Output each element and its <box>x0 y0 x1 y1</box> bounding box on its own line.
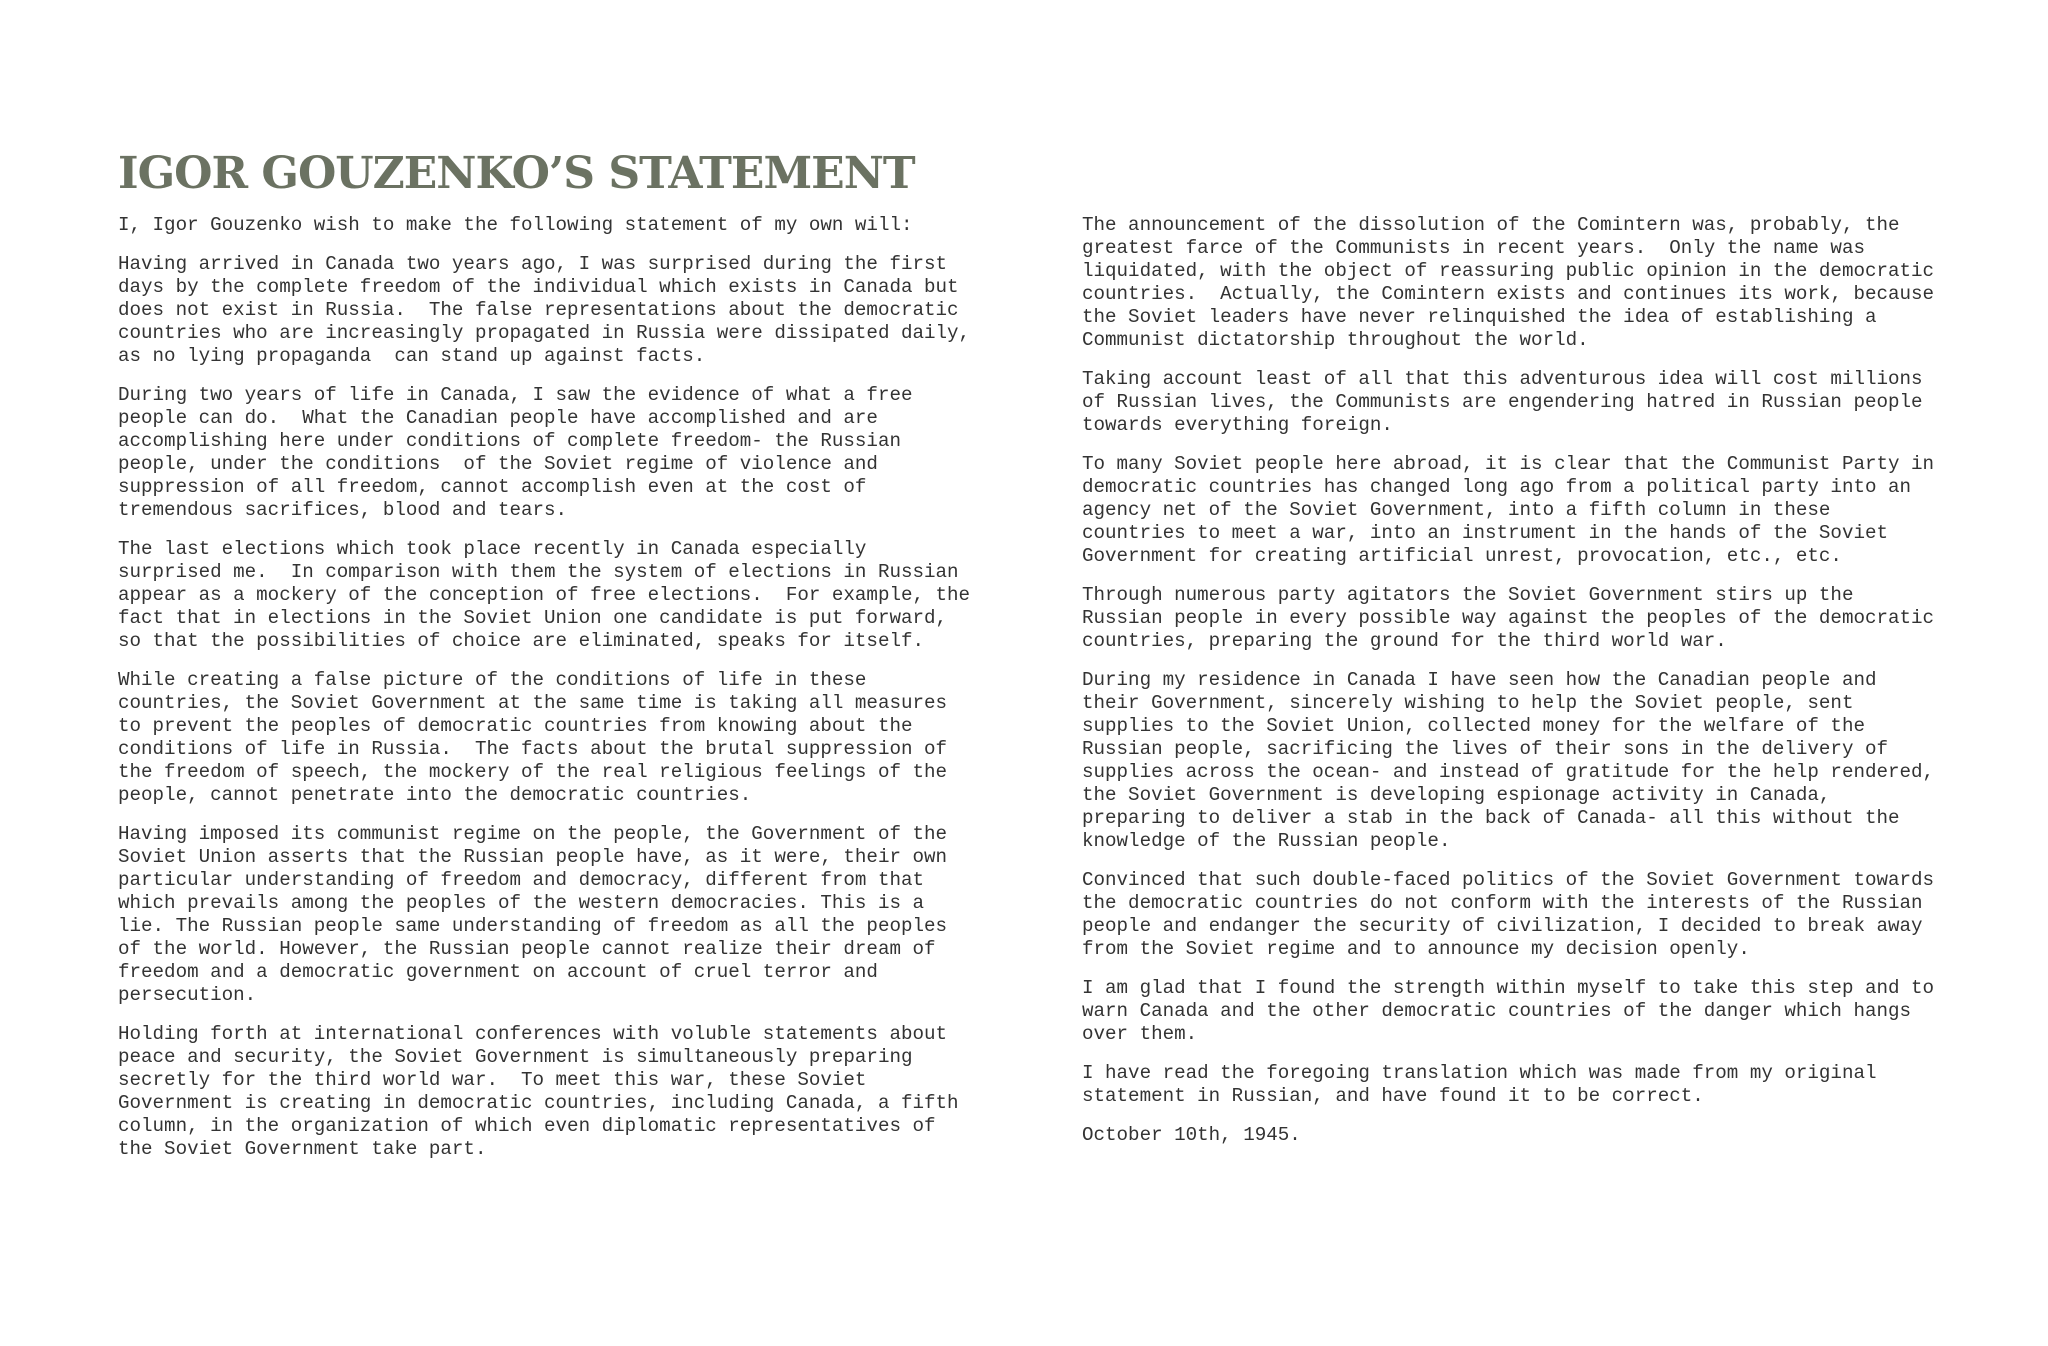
paragraph-free-people: During two years of life in Canada, I saw the evidence of what a free people can do. What the Canadian people have accomplished and are accomplishing here under conditions of complete freedom- the Russian people, under the conditions of the Soviet regime of violence and suppression of all freedom, cannot accomplish even at the cost of tremendous sacrifices, blood and tears. <box>118 384 913 521</box>
paragraph-adventurous-idea: Taking account least of all that this adventurous idea will cost millions of Russian lives, the Communists are engendering hatred in Russian people towards everything foreign. <box>1082 368 1923 436</box>
paragraph-translation: I have read the foregoing translation which was made from my original statement in Russian, and have found it to be correct. <box>1082 1062 1877 1107</box>
paragraph-arrival: Having arrived in Canada two years ago, I was surprised during the first days by the complete freedom of the individual which exists in Canada but does not exist in Russia. The false representations about the democratic countries who are increasingly propagated in Russia were dissipated daily, as no lying propaganda can stand up against facts. <box>118 253 971 367</box>
paragraph-glad: I am glad that I found the strength within myself to take this step and to warn Canada and the other democratic countries of the danger which hangs over them. <box>1082 977 1935 1045</box>
paragraph-false-picture: While creating a false picture of the conditions of life in these countries, the Soviet Government at the same time is taking all measures to prevent the peoples of democratic countries from knowing about the conditions of life in Russia. The facts about the brutal suppression of the freedom of speech, the mockery of the real religious feelings of the people, cannot penetrate into the democratic countries. <box>118 669 948 806</box>
paragraph-international-conferences: Holding forth at international conferences with voluble statements about peace and security, the Soviet Government is simultaneously preparing secretly for the third world war. To meet this war, these Soviet Government is creating in democratic countries, including Canada, a fifth column, in the organization of which even diplomatic representatives of the Soviet Government take part. <box>118 1023 959 1160</box>
statement-date: October 10th, 1945. <box>1082 1124 1301 1146</box>
left-column <box>118 214 988 1177</box>
paragraph-residence: During my residence in Canada I have seen how the Canadian people and their Government, sincerely wishing to help the Soviet people, sent supplies to the Soviet Union, collected money for the welfare of the Russian people, sacrificing the lives of their sons in the delivery of supplies across the ocean- and instead of gratitude for the help rendered, the Soviet Government is developing espionage activity in Canada, preparing to deliver a stab in the back of Canada- all this without the knowledge of the Russian people. <box>1082 669 1935 852</box>
page-title: IGOR GOUZENKO’S STATEMENT <box>118 148 915 199</box>
right-column <box>1082 214 1962 1163</box>
paragraph-party-agitators: Through numerous party agitators the Soviet Government stirs up the Russian people in every possible way against the peoples of the democratic countries, preparing the ground for the third world war. <box>1082 584 1935 652</box>
paragraph-comintern: The announcement of the dissolution of the Comintern was, probably, the greatest farce of the Communists in recent years. Only the name was liquidated, with the object of reassuring public opinion in the democratic countries. Actually, the Comintern exists and continues its work, because the Soviet leaders have never relinquished the idea of establishing a Communist dictatorship throughout the world. <box>1082 214 1935 351</box>
paragraph-convinced: Convinced that such double-faced politics of the Soviet Government towards the democratic countries do not conform with the interests of the Russian people and endanger the security of civilization, I decided to break away from the Soviet regime and to announce my decision openly. <box>1082 869 1935 960</box>
paragraph-elections: The last elections which took place recently in Canada especially surprised me. In comparison with them the system of elections in Russian appear as a mockery of the conception of free elections. For example, the fact that in elections in the Soviet Union one candidate is put forward, so that the possibilities of choice are eliminated, speaks for itself. <box>118 538 971 652</box>
paragraph-communist-regime: Having imposed its communist regime on the people, the Government of the Soviet Union asserts that the Russian people have, as it were, their own particular understanding of freedom and democracy, different from that which prevails among the peoples of the western democracies. This is a lie. The Russian people same understanding of freedom as all the peoples of the world. However, the Russian people cannot realize their dream of freedom and a democratic government on account of cruel terror and persecution. <box>118 823 948 1006</box>
paragraph-intro: I, Igor Gouzenko wish to make the following statement of my own will: <box>118 214 913 236</box>
paragraph-communist-party: To many Soviet people here abroad, it is clear that the Communist Party in democratic countries has changed long ago from a political party into an agency net of the Soviet Government, into a fifth column in these countries to meet a war, into an instrument in the hands of the Soviet Government for creating artificial unrest, provocation, etc., etc. <box>1082 453 1935 567</box>
